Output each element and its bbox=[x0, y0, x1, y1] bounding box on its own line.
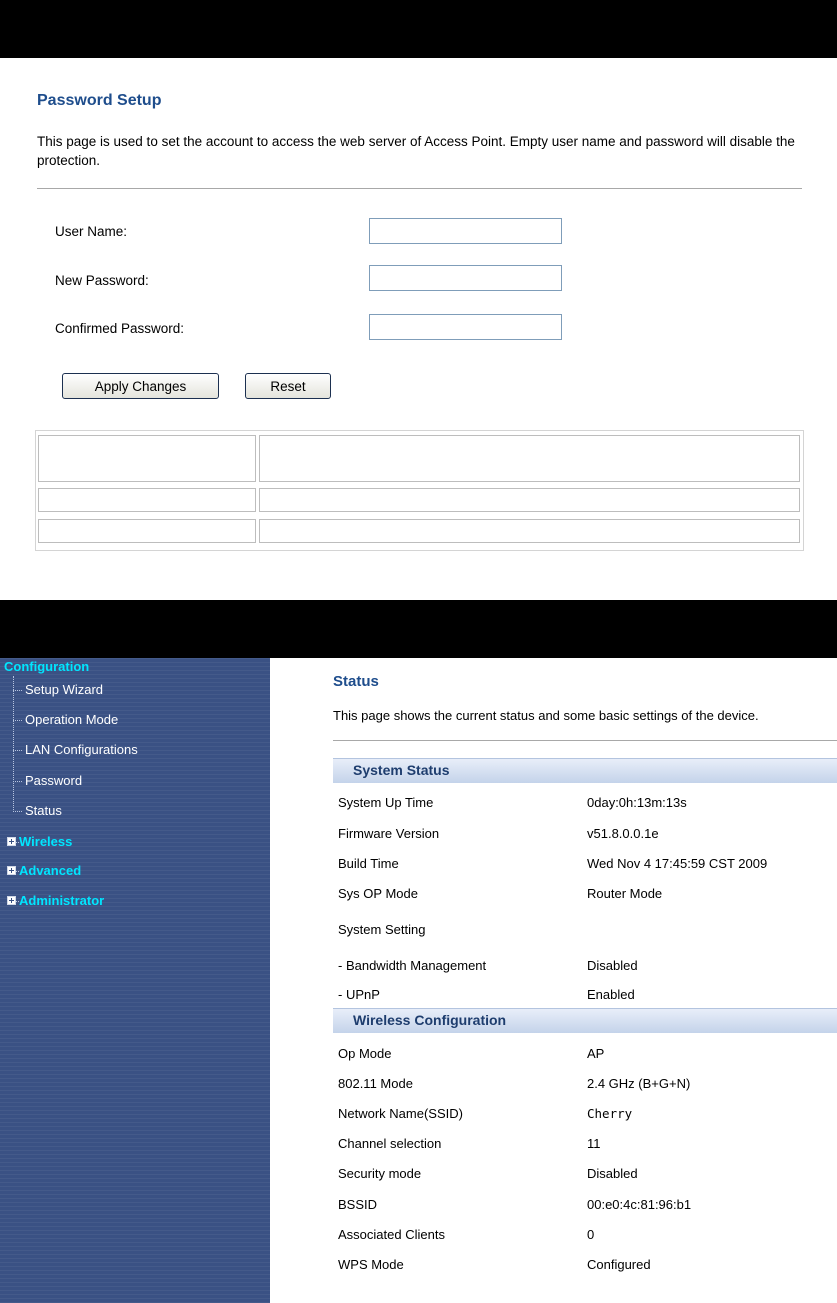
expand-plus-icon[interactable] bbox=[7, 837, 16, 846]
row-label-wps-mode: WPS Mode bbox=[338, 1257, 404, 1272]
row-value-op-mode: AP bbox=[587, 1046, 605, 1061]
row-label-build-time: Build Time bbox=[338, 856, 399, 871]
row-label-upnp: - UPnP bbox=[338, 987, 380, 1002]
confirmed-password-input[interactable] bbox=[369, 314, 562, 340]
row-label-security-mode: Security mode bbox=[338, 1166, 422, 1181]
section-heading: Wireless Configuration bbox=[353, 1012, 507, 1028]
tree-branch bbox=[13, 750, 22, 751]
expand-plus-icon[interactable] bbox=[7, 866, 16, 875]
sidebar-group-label: Wireless bbox=[19, 834, 73, 849]
row-label-bandwidth-management: - Bandwidth Management bbox=[338, 958, 487, 973]
top-black-bar bbox=[0, 0, 837, 58]
row-label-op-mode: Op Mode bbox=[338, 1046, 392, 1061]
row-value-network-name: Cherry bbox=[587, 1106, 633, 1121]
row-value-bssid: 00:e0:4c:81:96:b1 bbox=[587, 1197, 692, 1212]
sidebar-item-label: Password bbox=[25, 773, 83, 788]
row-label-bssid: BSSID bbox=[338, 1197, 378, 1212]
reset-button[interactable]: Reset bbox=[245, 373, 331, 399]
sidebar-item-label: Status bbox=[25, 803, 62, 818]
section-heading: System Status bbox=[353, 762, 450, 778]
sidebar-group-label: Advanced bbox=[19, 863, 82, 878]
row-label-firmware-version: Firmware Version bbox=[338, 826, 440, 841]
row-value-bandwidth-management: Disabled bbox=[587, 958, 638, 973]
expand-plus-icon[interactable] bbox=[7, 896, 16, 905]
row-label-system-setting: System Setting bbox=[338, 922, 426, 937]
table-cell bbox=[38, 488, 256, 512]
row-value-associated-clients: 0 bbox=[587, 1227, 595, 1242]
status-title: Status bbox=[333, 673, 379, 690]
row-value-sys-op-mode: Router Mode bbox=[587, 886, 663, 901]
sidebar-item-label: LAN Configurations bbox=[25, 742, 138, 757]
sidebar-item-label: Operation Mode bbox=[25, 712, 119, 727]
tree-branch bbox=[13, 720, 22, 721]
sidebar-item-label: Setup Wizard bbox=[25, 682, 104, 697]
row-label-channel-selection: Channel selection bbox=[338, 1136, 442, 1151]
system-status-header bbox=[333, 758, 837, 783]
new-password-input[interactable] bbox=[369, 265, 562, 291]
tree-branch bbox=[13, 690, 22, 691]
divider bbox=[333, 740, 837, 741]
table-cell bbox=[38, 519, 256, 543]
tree-line bbox=[13, 676, 14, 812]
apply-changes-button[interactable]: Apply Changes bbox=[62, 373, 219, 399]
tree-branch bbox=[13, 781, 22, 782]
row-label-system-up-time: System Up Time bbox=[338, 795, 434, 810]
page-title: Password Setup bbox=[37, 92, 162, 109]
row-value-channel-selection: 11 bbox=[587, 1136, 601, 1151]
wireless-configuration-header bbox=[333, 1008, 837, 1033]
row-label-sys-op-mode: Sys OP Mode bbox=[338, 886, 418, 901]
row-label-802-11-mode: 802.11 Mode bbox=[338, 1076, 413, 1091]
sidebar-group-label: Administrator bbox=[19, 893, 105, 908]
row-value-system-up-time: 0day:0h:13m:13s bbox=[587, 795, 687, 810]
table-cell bbox=[259, 435, 800, 482]
row-value-security-mode: Disabled bbox=[587, 1166, 638, 1181]
table-cell bbox=[259, 519, 800, 543]
empty-info-table bbox=[35, 430, 804, 551]
row-value-802-11-mode: 2.4 GHz (B+G+N) bbox=[587, 1076, 691, 1091]
user-name-label: User Name: bbox=[55, 224, 128, 239]
table-cell bbox=[38, 435, 256, 482]
status-description: This page shows the current status and some basic settings of the device. bbox=[333, 708, 759, 723]
sidebar-title-configuration[interactable]: Configuration bbox=[4, 659, 90, 674]
page-description: This page is used to set the account to access the web server of Access Point. Empty user name and password will disable the protection. bbox=[37, 134, 795, 168]
row-label-network-name: Network Name(SSID) bbox=[338, 1106, 463, 1121]
divider bbox=[37, 188, 802, 189]
middle-black-bar bbox=[0, 600, 837, 658]
table-cell bbox=[259, 488, 800, 512]
row-value-firmware-version: v51.8.0.0.1e bbox=[587, 826, 659, 841]
confirmed-password-label: Confirmed Password: bbox=[55, 321, 185, 336]
new-password-label: New Password: bbox=[55, 273, 149, 288]
tree-branch bbox=[13, 811, 22, 812]
row-value-upnp: Enabled bbox=[587, 987, 635, 1002]
row-value-build-time: Wed Nov 4 17:45:59 CST 2009 bbox=[587, 856, 768, 871]
user-name-input[interactable] bbox=[369, 218, 562, 244]
row-value-wps-mode: Configured bbox=[587, 1257, 651, 1272]
row-label-associated-clients: Associated Clients bbox=[338, 1227, 445, 1242]
